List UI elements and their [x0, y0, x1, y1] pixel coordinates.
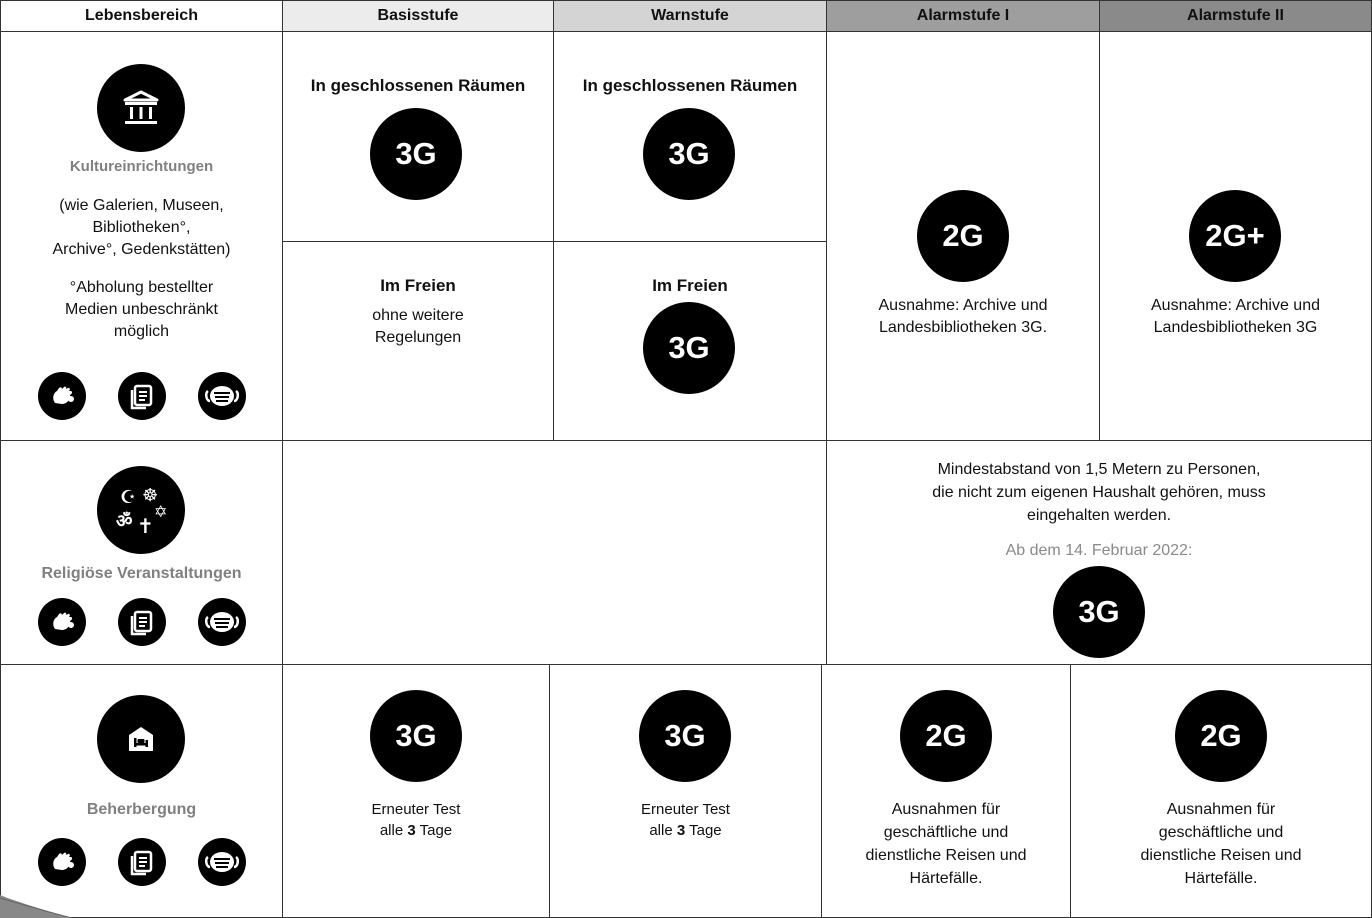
- rule-badge: 2G: [1175, 690, 1267, 782]
- text-part: alle: [649, 822, 677, 839]
- kultur-basis-outside-text-2: Regelungen: [374, 329, 462, 346]
- rule-badge: 3G: [370, 690, 462, 782]
- page-curl-decoration: [0, 895, 80, 918]
- days-number: 3: [407, 822, 416, 839]
- kultur-alarm1-text-1: Ausnahme: Archive und: [878, 297, 1048, 314]
- contact-tracing-icon: [118, 598, 166, 646]
- days-number: 3: [676, 822, 686, 839]
- contact-tracing-icon: [118, 838, 166, 886]
- relig-basis-warn-cell: [282, 440, 827, 665]
- rule-badge: 2G: [900, 690, 992, 782]
- kultur-basis-outside-label: Im Freien: [380, 276, 456, 295]
- svg-text:✡: ✡: [154, 502, 168, 521]
- beher-warn-text-a: Erneuter Test: [641, 801, 730, 818]
- kultur-desc-2: Bibliotheken°,: [92, 219, 191, 236]
- header-alarmstufe-2: Alarmstufe II: [1099, 0, 1372, 32]
- kultur-alarm2-text-2: Landesbibliotheken 3G: [1153, 319, 1318, 336]
- kultur-note-2: Medien unbeschränkt: [65, 301, 218, 318]
- religion-symbols-icon: [97, 466, 185, 554]
- museum-icon: [97, 64, 185, 152]
- contact-tracing-icon: [118, 372, 166, 420]
- rule-badge: 3G: [643, 108, 735, 200]
- mask-icon: [198, 372, 246, 420]
- relig-date-text: Ab dem 14. Februar 2022:: [1005, 542, 1193, 559]
- kultur-alarm1-text-2: Landesbibliotheken 3G.: [878, 319, 1048, 336]
- beher-alarm2-text-2: geschäftliche und: [1158, 824, 1284, 841]
- kultur-warn-outside-label: Im Freien: [652, 276, 728, 295]
- kultur-note-1: °Abholung bestellter: [69, 279, 214, 296]
- svg-text:☪: ☪: [120, 487, 137, 508]
- mask-icon: [198, 838, 246, 886]
- rule-badge: 3G: [370, 108, 462, 200]
- kultur-warn-inside-label: In geschlossenen Räumen: [582, 76, 798, 95]
- rule-badge: 3G: [639, 690, 731, 782]
- rule-badge: 2G+: [1189, 190, 1281, 282]
- beher-alarm1-text-1: Ausnahmen für: [891, 801, 1001, 818]
- rule-badge: 3G: [1053, 566, 1145, 658]
- kultur-basis-inside-label: In geschlossenen Räumen: [310, 76, 526, 95]
- relig-name: Religiöse Veranstaltungen: [41, 565, 242, 582]
- beher-warn-text-b: [549, 821, 822, 841]
- text-part: Tage: [685, 822, 722, 839]
- hand-hygiene-icon: [38, 372, 86, 420]
- beher-name: Beherbergung: [86, 801, 197, 818]
- kultur-desc-3: Archive°, Gedenkstätten): [52, 241, 231, 258]
- beher-basis-text-b: [282, 821, 550, 841]
- hand-hygiene-icon: [38, 838, 86, 886]
- svg-text:☸: ☸: [142, 485, 159, 506]
- beher-alarm2-text-4: Härtefälle.: [1184, 870, 1258, 887]
- relig-alarm-text-3: eingehalten werden.: [1026, 507, 1172, 524]
- text-part: alle: [379, 822, 408, 839]
- text-part: Tage: [415, 822, 453, 839]
- header-warnstufe: Warnstufe: [553, 0, 827, 32]
- beher-alarm2-text-3: dienstliche Reisen und: [1140, 847, 1302, 864]
- kultur-alarm2-text-1: Ausnahme: Archive und: [1151, 297, 1320, 314]
- relig-alarm-text-1: Mindestabstand von 1,5 Metern zu Personen,: [937, 461, 1261, 478]
- beher-basis-text-a: Erneuter Test: [371, 801, 461, 818]
- header-lebensbereich: Lebensbereich: [0, 0, 283, 32]
- beher-alarm1-text-3: dienstliche Reisen und: [865, 847, 1027, 864]
- kultur-name: Kultureinrichtungen: [69, 158, 214, 175]
- header-alarmstufe-1: Alarmstufe I: [826, 0, 1100, 32]
- relig-alarm-text-2: die nicht zum eigenen Haushalt gehören, muss: [932, 484, 1266, 501]
- header-basisstufe: Basisstufe: [282, 0, 554, 32]
- rule-badge: 2G: [917, 190, 1009, 282]
- kultur-basis-outside-text-1: ohne weitere: [372, 307, 464, 324]
- beher-alarm1-text-4: Härtefälle.: [909, 870, 983, 887]
- kultur-desc-1: (wie Galerien, Museen,: [59, 197, 224, 214]
- svg-text:ॐ: ॐ: [116, 511, 133, 532]
- beher-alarm2-text-1: Ausnahmen für: [1166, 801, 1276, 818]
- rule-badge: 3G: [643, 302, 735, 394]
- hand-hygiene-icon: [38, 598, 86, 646]
- svg-text:✝: ✝: [137, 514, 154, 538]
- beher-alarm1-text-2: geschäftliche und: [883, 824, 1009, 841]
- bed-house-icon: [97, 695, 185, 783]
- mask-icon: [198, 598, 246, 646]
- kultur-note-3: möglich: [113, 323, 170, 340]
